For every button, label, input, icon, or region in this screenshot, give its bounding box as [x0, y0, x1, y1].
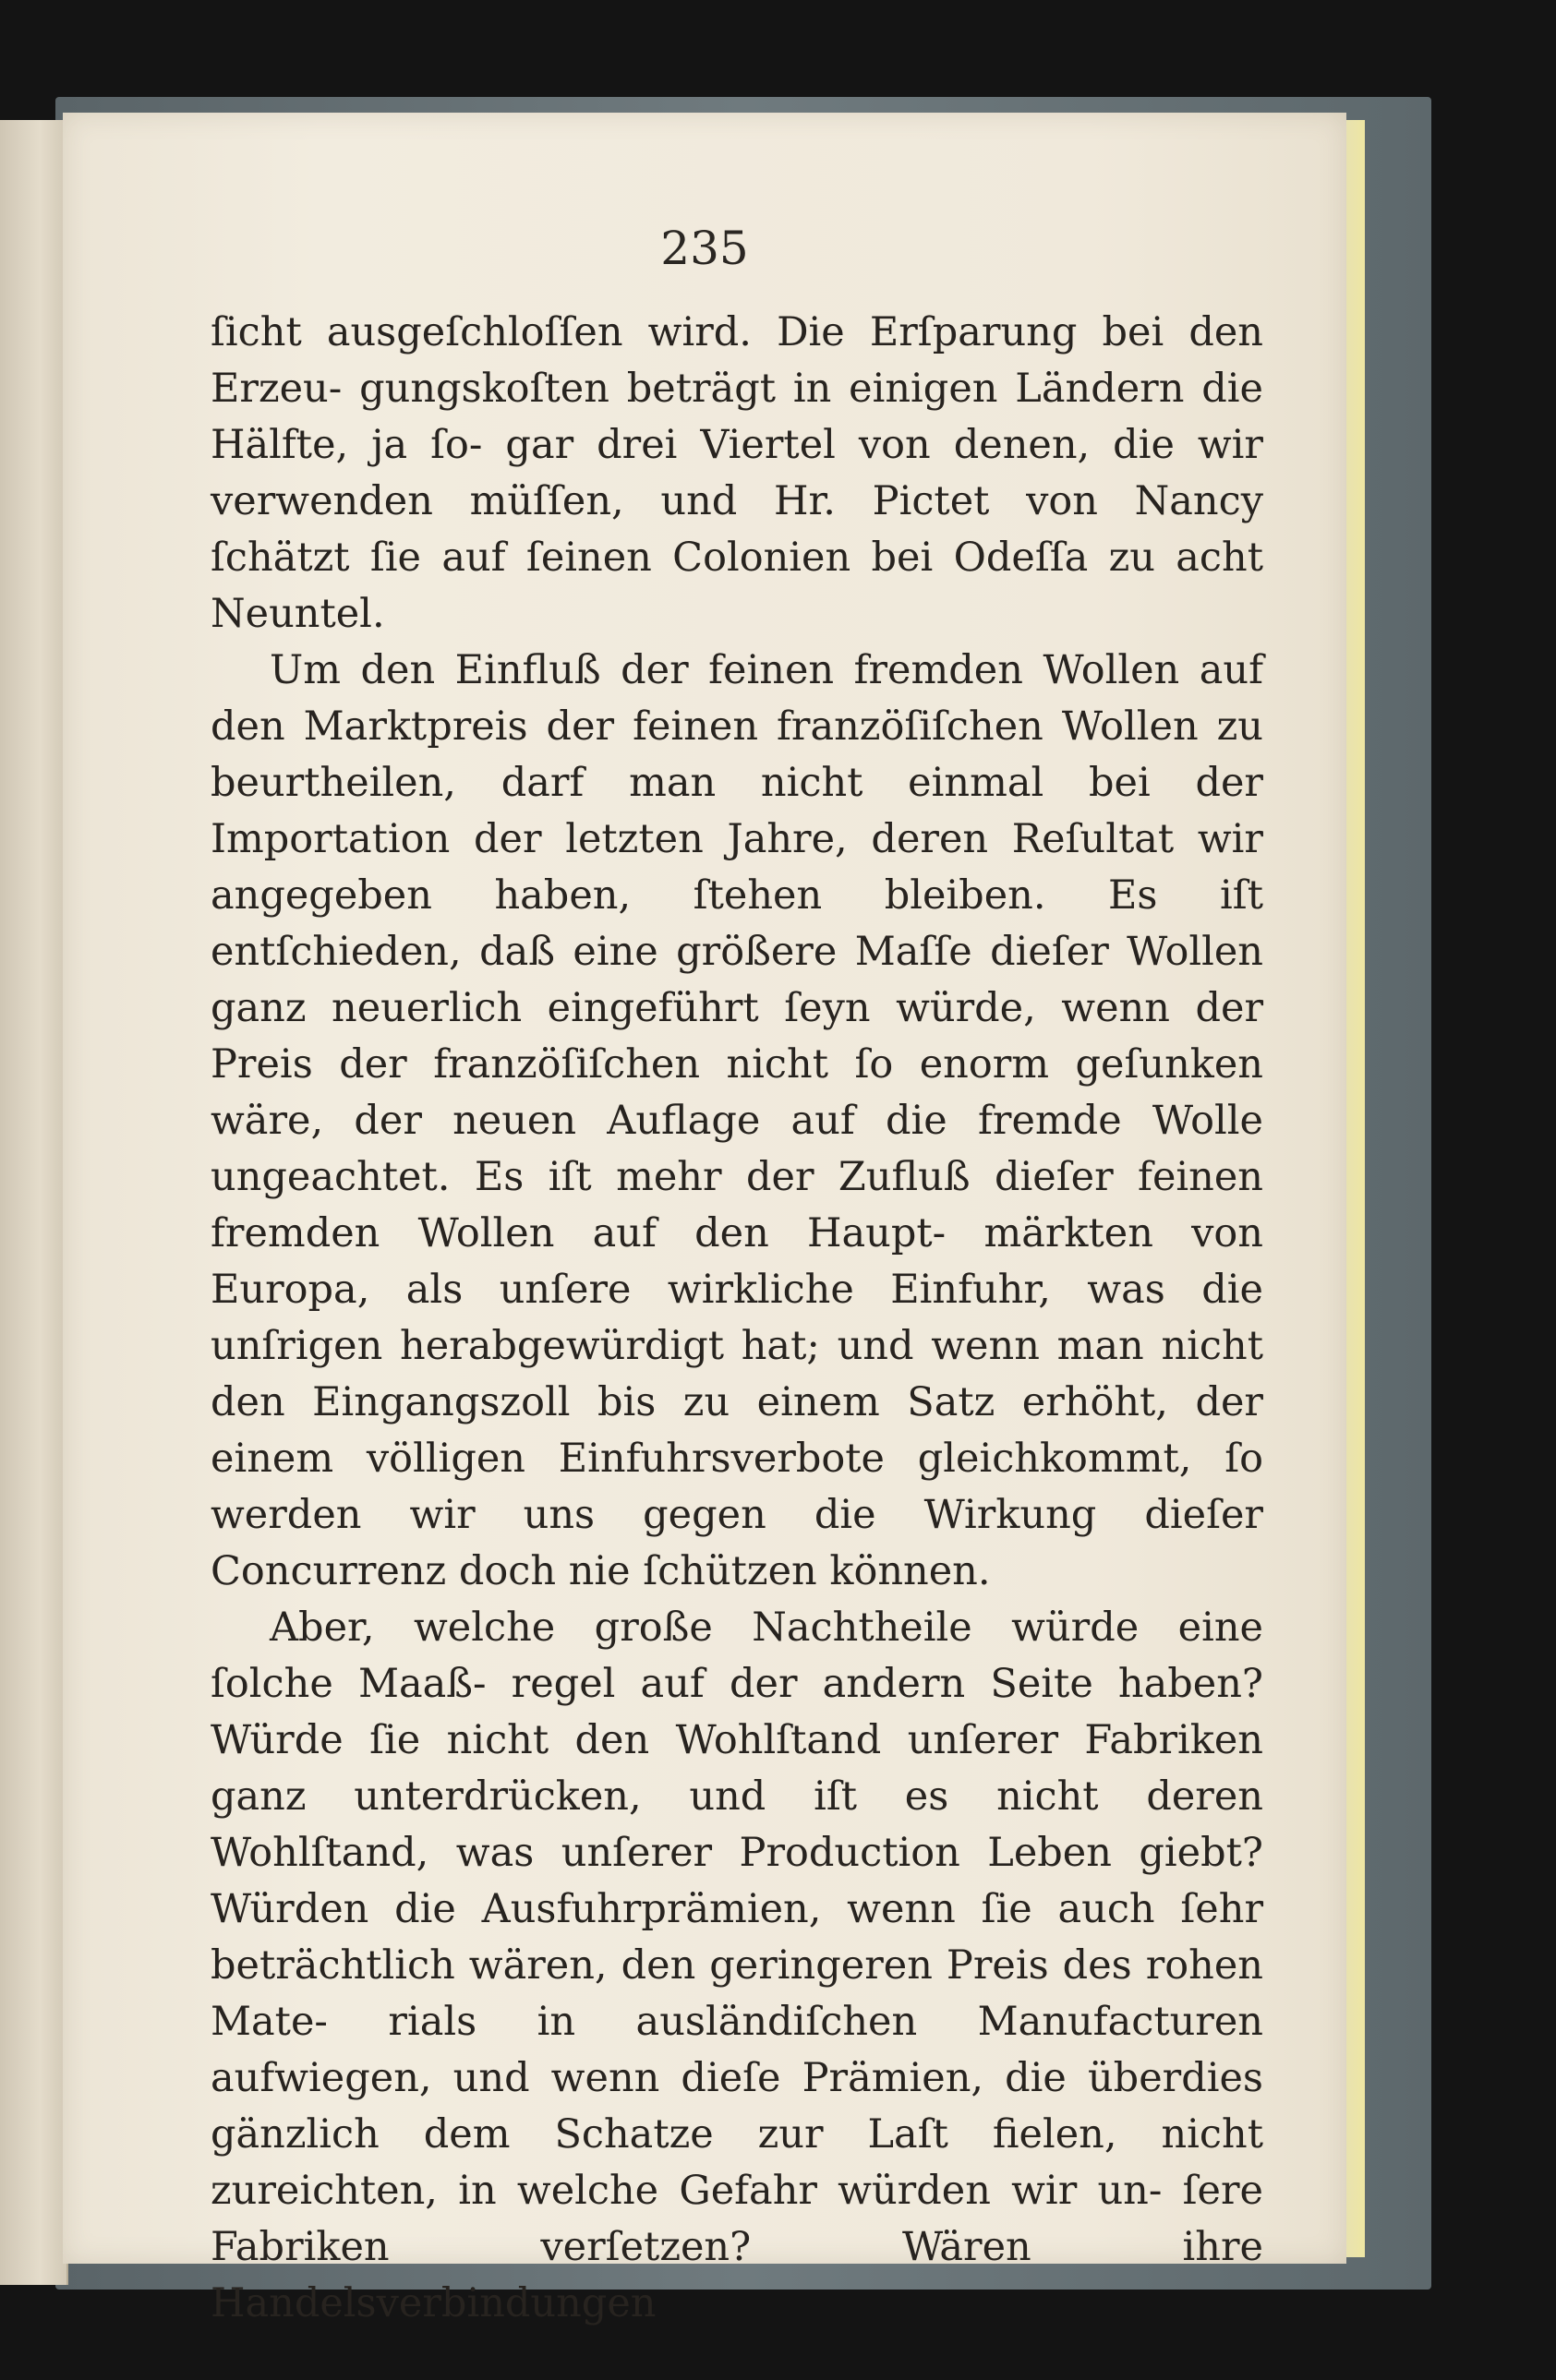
facing-page-edge [0, 120, 68, 2285]
page-stack-edge [1346, 120, 1365, 2257]
paragraph-3: Aber, welche große Nachtheile würde eine ſolche Maaß- regel auf der andern Seite haben? Würde ſie nicht den Wohlſtand unſerer Fabriken ganz unterdrücken, und iſt es nicht deren Wohlſtand, was unſerer Production Leben giebt? Würden die Ausfuhrprämien, wenn ſie auch ſehr beträchtlich wären, den geringeren Preis des rohen Mate- rials in ausländiſchen Manufacturen aufwiegen, und wenn dieſe Prämien, die überdies gänzlich dem Schatze zur Laſt fielen, nicht zureichten, in welche Gefahr würden wir un- ſere Fabriken verſetzen? Wären ihre Handelsverbindungen [211, 1605, 1263, 2326]
body-text [211, 305, 1263, 2332]
book-page [63, 113, 1346, 2326]
paragraph-2: Um den Einfluß der feinen fremden Wollen auf den Marktpreis der feinen franzöſiſchen Wollen zu beurtheilen, darf man nicht einmal bei der Importation der letzten Jahre, deren Reſultat wir angegeben haben, ſtehen bleiben. Es iſt entſchieden, daß eine größere Maſſe dieſer Wollen ganz neuerlich eingeführt ſeyn würde, wenn der Preis der franzöſiſchen nicht ſo enorm geſunken wäre, der neuen Auflage auf die fremde Wolle ungeachtet. Es iſt mehr der Zufluß dieſer feinen fremden Wollen auf den Haupt- märkten von Europa, als unſere wirkliche Einfuhr, was die unſrigen herabgewürdigt hat; und wenn man nicht den Eingangszoll bis zu einem Satz erhöht, der einem völligen Einfuhrsverbote gleichkommt, ſo werden wir uns gegen die Wirkung dieſer Concurrenz doch nie ſchützen können. [211, 647, 1263, 1594]
paragraph-1: ſicht ausgeſchloſſen wird. Die Erſparung bei den Erzeu- gungskoſten beträgt in einigen Ländern die Hälfte, ja ſo- gar drei Viertel von denen, die wir verwenden müſſen, und Hr. Pictet von Nancy ſchätzt ſie auf ſeinen Colonien bei Odeſſa zu acht Neuntel. [211, 309, 1263, 637]
page-number: 235 [660, 222, 749, 275]
